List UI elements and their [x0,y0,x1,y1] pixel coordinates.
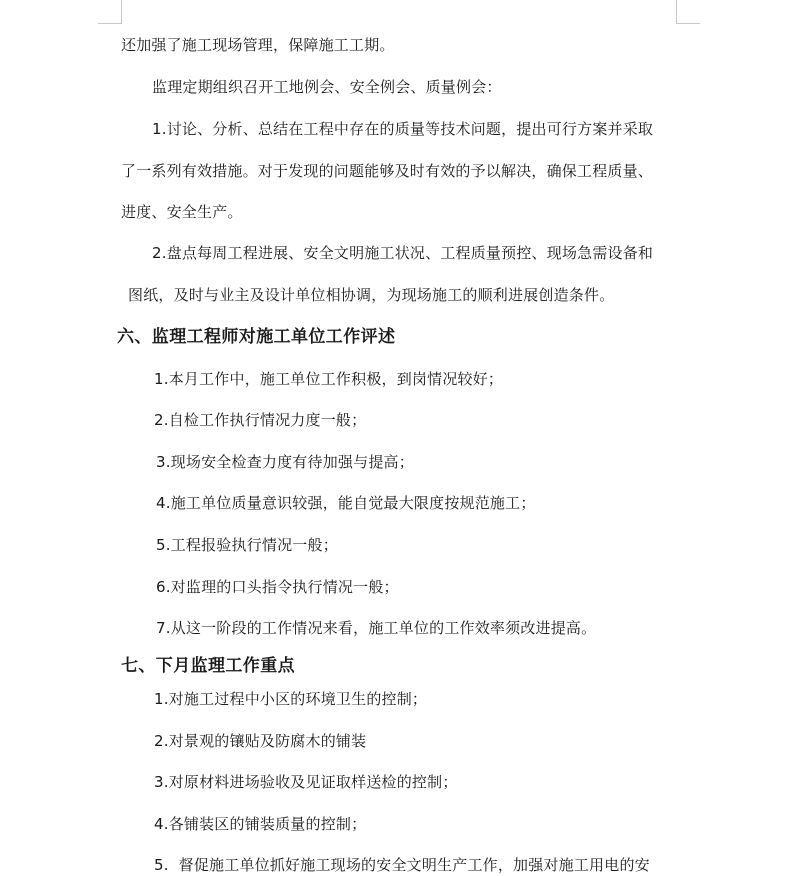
paragraph-line: 了一系列有效措施。对于发现的问题能够及时有效的予以解决，确保工程质量、 [121,162,654,180]
list-item: 5.工程报验执行情况一般； [156,536,338,554]
crop-mark-left-vertical [121,0,122,24]
list-item: 3.现场安全检查力度有待加强与提高； [156,453,414,471]
paragraph-line: 1.讨论、分析、总结在工程中存在的质量等技术问题，提出可行方案并采取 [152,120,654,138]
paragraph-line: 2.盘点每周工程进展、安全文明施工状况、工程质量预控、现场急需设备和 [152,244,654,262]
section-heading-6: 六、监理工程师对施工单位工作评述 [117,327,396,347]
crop-mark-right-horizontal [676,23,700,24]
paragraph-line: 还加强了施工现场管理，保障施工工期。 [121,36,395,54]
crop-mark-right-vertical [676,0,677,24]
list-item: 4.施工单位质量意识较强，能自觉最大限度按规范施工； [156,494,536,512]
list-item: 4.各铺装区的铺装质量的控制； [154,815,367,833]
list-item: 1.本月工作中，施工单位工作积极，到岗情况较好； [154,370,504,388]
section-heading-7: 七、下月监理工作重点 [121,656,295,676]
list-item: 3.对原材料进场验收及见证取样送检的控制； [154,773,458,791]
list-item: 2.对景观的镶贴及防腐木的铺装 [154,732,367,750]
paragraph-line: 图纸，及时与业主及设计单位相协调，为现场施工的顺利进展创造条件。 [128,286,615,304]
list-item: 6.对监理的口头指令执行情况一般； [156,578,399,596]
list-item: 2.自检工作执行情况力度一般； [154,411,367,429]
crop-mark-left-horizontal [98,23,122,24]
paragraph-line: 监理定期组织召开工地例会、安全例会、质量例会： [152,78,502,96]
list-item: 5. 督促施工单位抓好施工现场的安全文明生产工作，加强对施工用电的安 [154,856,650,874]
list-item: 1.对施工过程中小区的环境卫生的控制； [154,690,428,708]
list-item: 7.从这一阶段的工作情况来看，施工单位的工作效率须改进提高。 [156,619,597,637]
paragraph-line: 进度、安全生产。 [121,203,243,221]
